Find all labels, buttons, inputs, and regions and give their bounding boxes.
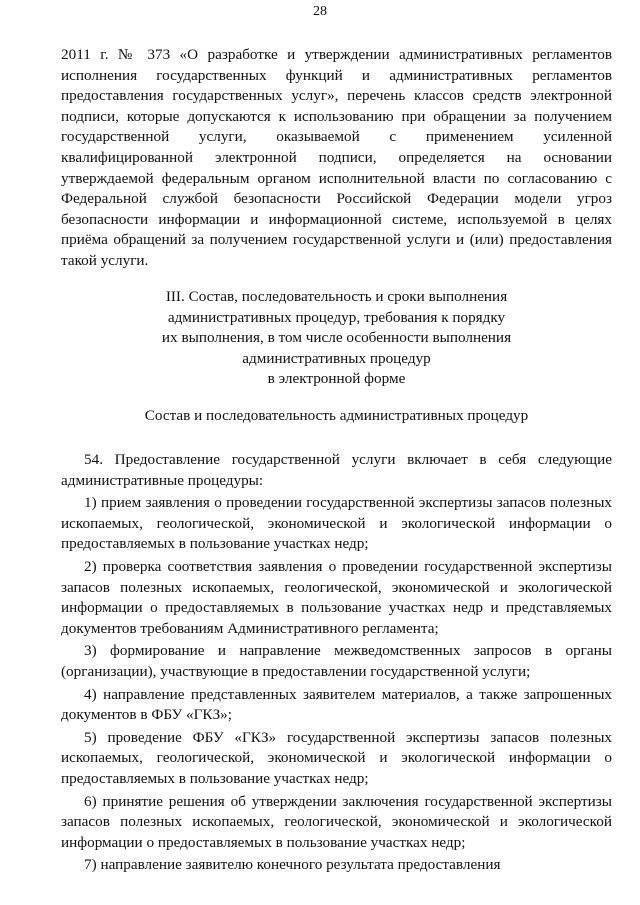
paragraph-54: 54. Предоставление государственной услуги включает в себя следующие административные процедуры: xyxy=(61,451,612,489)
procedure-item: 2) проверка соответствия заявления о проведении государственной экспертизы запасов полезных ископаемых, геологической, экономической и экологической информации о предоставляемых в пользование участках недр и представляемых документов требованиям Административного регламента; xyxy=(61,557,612,637)
procedure-item: 4) направление представленных заявителем материалов, а также запрошенных документов в ФБУ «ГКЗ»; xyxy=(61,685,612,724)
intro-text-block xyxy=(61,45,612,272)
page-number: 28 xyxy=(313,4,327,19)
section-heading-line: административных процедур xyxy=(242,349,431,367)
section-heading-line: III. Состав, последовательность и сроки выполнения xyxy=(165,288,508,305)
procedures-block xyxy=(61,450,612,876)
section-heading-line: их выполнения, в том числе особенности выполнения xyxy=(161,329,512,347)
section-heading-line: административных процедур, требования к порядку xyxy=(167,308,506,326)
subheading: Состав и последовательность административных процедур xyxy=(144,407,529,424)
section-heading-line: в электронной форме xyxy=(267,370,406,388)
section-heading xyxy=(61,287,612,390)
procedure-item: 5) проведение ФБУ «ГКЗ» государственной экспертизы запасов полезных ископаемых, геологической, экономической и экологической информации о предоставляемых в пользование участках недр; xyxy=(61,728,612,787)
procedure-item: 6) принятие решения об утверждении заключения государственной экспертизы запасов полезных ископаемых, геологической, экономической и экологической информации о предоставляемых в пользование участках недр; xyxy=(61,792,612,851)
procedure-item: 1) прием заявления о проведении государственной экспертизы запасов полезных ископаемых, геологической, экономической и экологической информации о предоставляемых в пользование участках недр; xyxy=(61,494,612,553)
intro-paragraph: 2011 г. № 373 «О разработке и утверждении административных регламентов исполнения государственных функций и административных регламентов предоставления государственных услуг», перечень классов средств электронной подписи, которые допускаются к использованию при обращении за получением государственной услуги, оказываемой с применением усиленной квалифицированной электронной подписи, определяется на основании утверждаемой федеральным органом исполнительной власти по согласованию с Федеральной службой безопасности Российской Федерации модели угроз безопасности информации и информационной системе, используемой в целях приёма обращений за получением государственной услуги и (или) предоставления такой услуги. xyxy=(61,46,612,269)
procedure-item: 7) направление заявителю конечного результата предоставления xyxy=(84,856,501,874)
procedure-item: 3) формирование и направление межведомственных запросов в органы (организации), участвующие в предоставлении государственной услуги; xyxy=(61,642,612,680)
